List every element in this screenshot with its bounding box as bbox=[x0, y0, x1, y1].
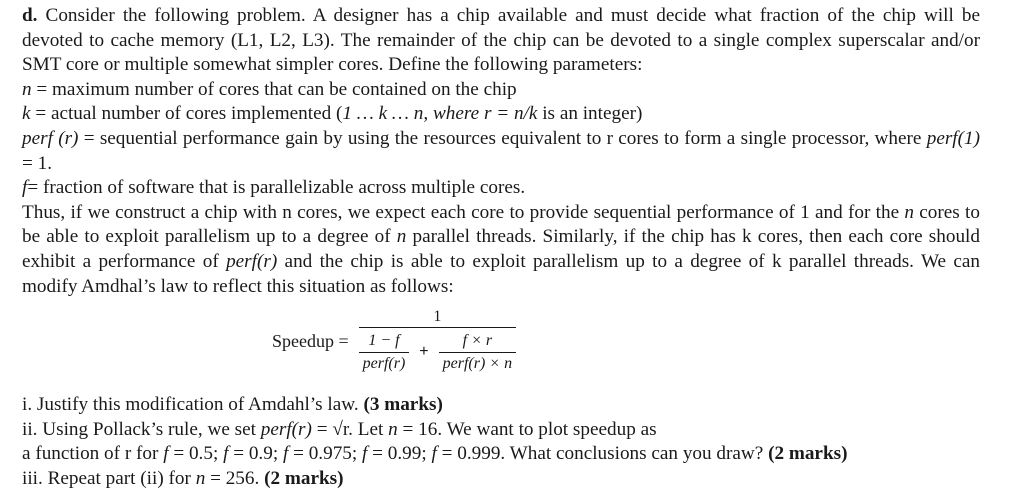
term1-numerator: 1 − f bbox=[368, 332, 400, 350]
perf-def: perf(1) bbox=[926, 127, 980, 149]
q3-v2: = 0.9; bbox=[228, 443, 283, 465]
q4-n: n bbox=[195, 467, 206, 489]
outer-fraction bbox=[359, 307, 516, 375]
q3-v5: = 0.999. What conclusions can you draw? bbox=[436, 443, 769, 465]
term1-denominator: perf(r) bbox=[362, 355, 406, 373]
q3-f2: f bbox=[223, 443, 229, 465]
param-n-text: = maximum number of cores that can be contained on the chip bbox=[31, 78, 517, 100]
question-iii bbox=[22, 467, 980, 492]
explanation-paragraph bbox=[22, 201, 980, 299]
var-f: f bbox=[22, 177, 28, 199]
perf-def-tail: = 1. bbox=[22, 152, 53, 174]
q3-marks: (2 marks) bbox=[768, 443, 848, 465]
q2-perf: perf(r) bbox=[260, 418, 312, 440]
q3-f4: f bbox=[362, 443, 368, 465]
param-f-text: = fraction of software that is parallelizable across multiple cores. bbox=[27, 177, 526, 199]
q2-text: ii. Using Pollack’s rule, we set bbox=[22, 418, 261, 440]
question-ii-cont bbox=[22, 442, 980, 467]
q4-text2: = 256. bbox=[205, 467, 265, 489]
term2-denominator: perf(r) × n bbox=[442, 355, 513, 373]
q1-marks: (3 marks) bbox=[363, 394, 443, 416]
question-ii bbox=[22, 418, 980, 443]
thus-4: and the chip is able to exploit parallelism up to a degree of k parallel threads. We can modify Amdhal’s law to reflect this situation as follows: bbox=[22, 250, 981, 297]
q2-text2: = √r. Let bbox=[311, 418, 389, 440]
q3-f3: f bbox=[282, 443, 289, 465]
q4-marks: (2 marks) bbox=[264, 467, 344, 489]
term2-numerator: f × r bbox=[462, 332, 493, 350]
param-k-text: = actual number of cores implemented ( bbox=[30, 103, 343, 125]
thus-n2: n bbox=[396, 226, 407, 248]
plus-sign: + bbox=[419, 343, 429, 361]
param-perf-text: = sequential performance gain by using the resources equivalent to r cores to form a single processor, where bbox=[78, 127, 927, 149]
q3-f1: f bbox=[163, 443, 169, 465]
q3-v4: = 0.99; bbox=[367, 443, 432, 465]
q3-v1: = 0.5; bbox=[168, 443, 224, 465]
thus-n: n bbox=[904, 201, 914, 223]
outer-denominator bbox=[359, 328, 516, 375]
thus-perf: perf(r) bbox=[226, 250, 278, 272]
part-label: d. bbox=[22, 5, 38, 26]
thus-2: cores to be able to exploit parallelism up to a degree of bbox=[22, 201, 980, 248]
param-k bbox=[22, 102, 980, 127]
q2-n: n bbox=[388, 418, 398, 440]
question-i bbox=[22, 393, 980, 418]
q4-text: iii. Repeat part (ii) for bbox=[22, 467, 196, 489]
param-n bbox=[22, 78, 980, 103]
q2-text3: = 16. We want to plot speedup as bbox=[397, 418, 657, 440]
var-k: k bbox=[22, 103, 31, 125]
param-f bbox=[22, 176, 980, 201]
speedup-formula bbox=[272, 307, 516, 375]
outer-numerator: 1 bbox=[433, 308, 442, 326]
formula-label: Speedup = bbox=[272, 330, 349, 351]
thus-3: parallel threads. Similarly, if the chip has k cores, then each core should exhibit a performance of bbox=[22, 226, 980, 272]
problem-intro bbox=[22, 4, 980, 78]
var-perf: perf (r) bbox=[22, 127, 79, 149]
thus-1: Thus, if we construct a chip with n cores, we expect each core to provide sequential performance of 1 and for the bbox=[22, 201, 905, 223]
var-n: n bbox=[22, 78, 32, 100]
q3-text: a function of r for bbox=[22, 443, 164, 465]
term2-fraction bbox=[439, 330, 516, 375]
q3-f5: f bbox=[431, 443, 437, 465]
term1-fraction bbox=[359, 330, 410, 375]
param-perf bbox=[22, 127, 980, 176]
speedup-formula-block bbox=[22, 303, 980, 389]
q3-v3: = 0.975; bbox=[288, 443, 363, 465]
intro-text: Consider the following problem. A designer has a chip available and must decide what fraction of the chip will be devoted to cache memory (L1, L2, L3). The remainder of the chip can be devoted to a single complex superscalar and/or SMT core or multiple somewhat simpler cores. Define the following parameters: bbox=[22, 5, 981, 76]
param-k-range: 1 … k … n, where r = n/k bbox=[342, 103, 538, 125]
q1-text: i. Justify this modification of Amdahl’s law. bbox=[22, 394, 364, 416]
param-k-tail: is an integer) bbox=[537, 103, 643, 125]
